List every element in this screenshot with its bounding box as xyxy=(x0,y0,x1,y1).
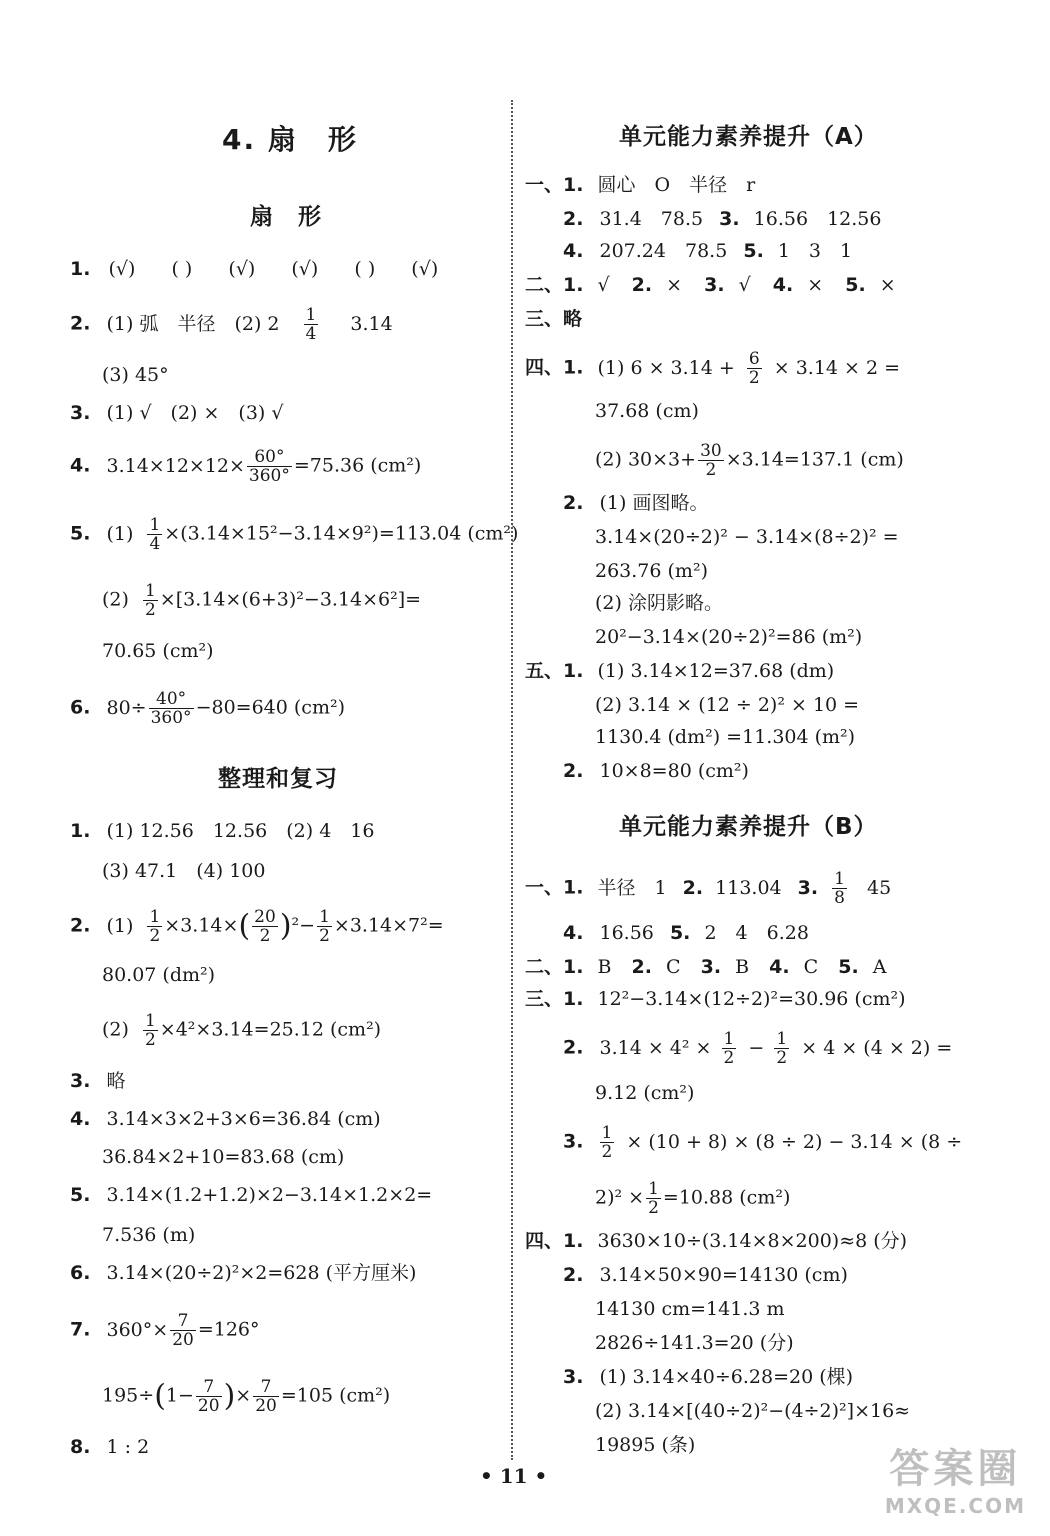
fraction: $\frac{7}{20}$ xyxy=(197,1377,220,1416)
answer-line: 三、1. 12²−3.14×(12÷2)²=30.96 (cm²) xyxy=(525,988,906,1010)
answer-line: 二、1. √ 2. × 3. √ 4. × 5. × xyxy=(525,274,896,296)
answer-line: 4. 3.14×12×12× $\frac{60^\circ}{360^\circ}$ =75.36 (cm²) xyxy=(70,447,422,486)
answer-line: 五、1. (1) 3.14×12=37.68 (dm) xyxy=(525,660,835,682)
answer-line: 2. 3.14×50×90=14130 (cm) xyxy=(563,1264,848,1286)
answer-line: 2. (1) 弧 半径 (2) 2 $\frac{1}{4}$ 3.14 xyxy=(70,305,393,344)
answer-line: 3.14×(20÷2)² − 3.14×(8÷2)² = xyxy=(595,526,899,548)
fraction: $\frac{1}{2}$ xyxy=(648,1179,659,1218)
answer-line: 4. 3.14×3×2+3×6=36.84 (cm) xyxy=(70,1108,381,1130)
answer-line: 3. (1) 3.14×40÷6.28=20 (棵) xyxy=(563,1366,854,1388)
fraction: $\frac{7}{20}$ xyxy=(172,1311,194,1350)
fraction: $\frac{60^\circ}{360^\circ}$ xyxy=(248,447,290,486)
answer-line: 80.07 (dm²) xyxy=(102,964,216,986)
answer-line: 1. (√) ( ) (√) (√) ( ) (√) xyxy=(70,258,439,280)
answer-line: 6. 80÷ $\frac{40^\circ}{360^\circ}$ −80=640 (cm²) xyxy=(70,689,345,728)
answer-line: 一、1. 半径 1 2. 113.04 3. $\frac{1}{8}$ 45 xyxy=(525,869,892,908)
fraction: $\frac{1}{4}$ xyxy=(149,515,161,554)
fraction: $\frac{30}{2}$ xyxy=(700,441,722,480)
answer-line: 5. (1) $\frac{1}{4}$ ×(3.14×15²−3.14×9²)=113.04 (cm²) xyxy=(70,515,519,554)
subsection-title-sector: 扇 形 xyxy=(250,204,322,230)
column-divider xyxy=(511,100,513,1460)
answer-line: 7.536 (m) xyxy=(102,1224,196,1246)
fraction: $\frac{1}{2}$ xyxy=(601,1123,613,1162)
answer-line: 14130 cm=141.3 m xyxy=(595,1298,785,1320)
watermark xyxy=(885,1437,1026,1518)
answer-line: 2. (1) 画图略。 xyxy=(563,492,709,514)
answer-line: 四、1. 3630×10÷(3.14×8×200)≈8 (分) xyxy=(525,1230,908,1252)
answer-line: (2) 30×3+ $\frac{30}{2}$ ×3.14=137.1 (cm) xyxy=(595,441,904,480)
answer-line: 37.68 (cm) xyxy=(595,400,699,422)
watermark-logo-text: 答案圈 xyxy=(889,1446,1022,1492)
answer-line: (2) $\frac{1}{2}$ ×4²×3.14=25.12 (cm²) xyxy=(102,1011,382,1050)
subsection-title-review: 整理和复习 xyxy=(218,766,338,792)
answer-line: 1130.4 (dm²) =11.304 (m²) xyxy=(595,726,856,748)
watermark-url: MXQE.COM xyxy=(884,1494,1026,1518)
fraction: $\frac{1}{2}$ xyxy=(149,907,161,946)
fraction: $\frac{1}{2}$ xyxy=(144,581,156,620)
answer-line: 二、1. B 2. C 3. B 4. C 5. A xyxy=(525,956,887,978)
answer-line: 19895 (条) xyxy=(595,1434,696,1456)
answer-line: (2) $\frac{1}{2}$ ×[3.14×(6+3)²−3.14×6²]= xyxy=(102,581,422,620)
answer-line: 三、略 xyxy=(525,308,583,330)
page-number: • 11 • xyxy=(480,1464,548,1488)
fraction: $\frac{1}{4}$ xyxy=(305,305,317,344)
answer-line: 2. 10×8=80 (cm²) xyxy=(563,760,749,782)
answer-line: 四、1. (1) 6 × 3.14 + $\frac{6}{2}$ × 3.14 × 2 = xyxy=(525,349,901,388)
answer-line: 70.65 (cm²) xyxy=(102,640,214,662)
answer-line: 3. (1) √ (2) × (3) √ xyxy=(70,402,284,424)
fraction: $\frac{6}{2}$ xyxy=(748,349,760,388)
answer-line: (3) 47.1 (4) 100 xyxy=(102,860,266,882)
section-title: 4. 扇 形 xyxy=(222,123,358,156)
fraction: $\frac{1}{2}$ xyxy=(776,1029,788,1068)
answer-line: 4. 16.56 5. 2 4 6.28 xyxy=(563,922,809,944)
fraction: $\frac{7}{20}$ xyxy=(255,1377,277,1416)
answer-line: 20²−3.14×(20÷2)²=86 (m²) xyxy=(595,626,863,648)
answer-line: 7. 360°× $\frac{7}{20}$ =126° xyxy=(70,1311,260,1350)
answer-line: (2) 3.14 × (12 ÷ 2)² × 10 = xyxy=(595,694,860,716)
fraction: $\frac{20}{2}$ xyxy=(254,907,276,946)
unit-test-b-title: 单元能力素养提升（B） xyxy=(619,814,878,840)
answer-line: 2826÷141.3=20 (分) xyxy=(595,1332,794,1354)
fraction: $\frac{1}{2}$ xyxy=(319,907,330,946)
answer-line: 195÷(1− $\frac{7}{20}$ )× $\frac{7}{20}$ =105 (cm²) xyxy=(102,1377,391,1416)
answer-line: (3) 45° xyxy=(102,364,169,386)
answer-line: 1. (1) 12.56 12.56 (2) 4 16 xyxy=(70,820,375,842)
answer-line: 2. 3.14 × 4² × $\frac{1}{2}$ − $\frac{1}{2}$ × 4 × (4 × 2) = xyxy=(563,1029,953,1068)
fraction: $\frac{40^\circ}{360^\circ}$ xyxy=(150,689,192,728)
answer-line: 6. 3.14×(20÷2)²×2=628 (平方厘米) xyxy=(70,1262,417,1284)
answer-line: (2) 涂阴影略。 xyxy=(595,592,723,614)
answer-line: 263.76 (m²) xyxy=(595,560,708,582)
answer-line: 5. 3.14×(1.2+1.2)×2−3.14×1.2×2= xyxy=(70,1184,433,1206)
answer-line: 3. $\frac{1}{2}$ × (10 + 8) × (8 ÷ 2) − 3.14 × (8 ÷ xyxy=(563,1123,963,1162)
unit-test-a-title: 单元能力素养提升（A） xyxy=(619,124,878,150)
answer-line: 36.84×2+10=83.68 (cm) xyxy=(102,1146,345,1168)
answer-line: 3. 略 xyxy=(70,1070,126,1092)
fraction: $\frac{1}{8}$ xyxy=(834,869,845,908)
answer-line: 2. (1) $\frac{1}{2}$ ×3.14×( $\frac{20}{2}$ )²− $\frac{1}{2}$ ×3.14×7²= xyxy=(70,907,444,946)
fraction: $\frac{1}{2}$ xyxy=(723,1029,735,1068)
answer-line: 4. 207.24 78.5 5. 1 3 1 xyxy=(563,240,853,262)
answer-line: 一、1. 圆心 O 半径 r xyxy=(525,174,756,196)
answer-line: 2)² × $\frac{1}{2}$ =10.88 (cm²) xyxy=(595,1179,791,1218)
answer-line: 2. 31.4 78.5 3. 16.56 12.56 xyxy=(563,208,882,230)
answer-line: 9.12 (cm²) xyxy=(595,1082,695,1104)
answer-line: 8. 1 : 2 xyxy=(70,1436,150,1458)
fraction: $\frac{1}{2}$ xyxy=(144,1011,156,1050)
answer-line: (2) 3.14×[(40÷2)²−(4÷2)²]×16≈ xyxy=(595,1400,911,1422)
